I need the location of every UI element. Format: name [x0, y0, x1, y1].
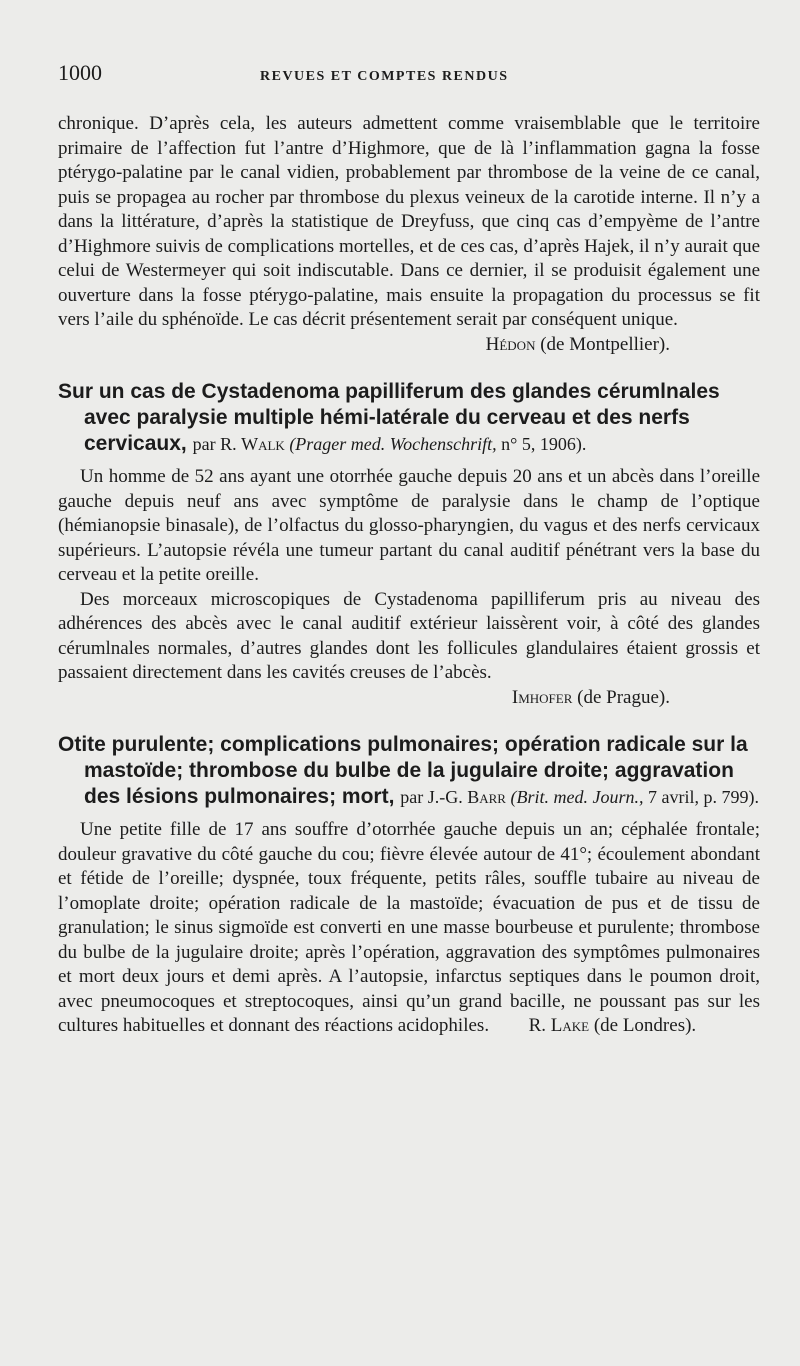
page-header: [58, 60, 760, 86]
article2-title: [58, 379, 760, 457]
article2-citation: [193, 434, 587, 454]
article3-citation: [400, 787, 759, 807]
article2-citation-prefix: par R.: [192, 434, 237, 454]
article3-citation-prefix: par J.-G.: [400, 787, 463, 807]
article2-citation-author: Walk: [241, 434, 285, 454]
article3-body-text: Une petite fille de 17 ans souffre d’otorrhée gauche depuis un an; céphalée frontale; douleur gravative du côté gauche du cou; fièvre élevée autour de 41°; écoulement abondant et fétide de l’oreille; dyspnée, toux fréquente, petits râles, souffle tubaire au niveau de l’omoplate droite; opération radicale de la mastoïde; évacuation de pus et de tissu de granulation; le sinus sigmoïde est converti en une masse bourbeuse et purulente; thrombose du bulbe de la jugulaire droite; après l’opération, aggravation des symptômes pulmonaires et mort deux jours et demi après. A l’autopsie, infarctus septiques dans le poumon droit, avec pneumocoques et streptocoques, ainsi qu’un grand bacille, ne poussant pas sur les cultures habituelles et donnant des réactions acidophiles.: [58, 819, 760, 1036]
page-number: 1000: [58, 60, 102, 85]
article2-signature-name: Imhofer: [511, 686, 573, 708]
article1-signature: [58, 333, 760, 358]
article3-citation-issue: 7 avril, p. 799).: [647, 787, 759, 807]
article2-citation-issue: n° 5, 1906).: [501, 434, 587, 454]
article1-signature-place: (de Montpellier).: [540, 333, 670, 355]
article1-body: chronique. D’après cela, les auteurs admettent comme vraisemblable que le territoire primaire de l’affection fut l’antre d’Highmore, que de là l’inflammation gagna la fosse ptérygo-palatine par le canal vidien, probablement par thrombose de la veine de ce canal, puis se propagea au rocher par thrombose du plexus veineux de la carotide interne. Il n’y a dans la littérature, d’après la statistique de Dreyfuss, que cinq cas d’empyème de l’antre d’Highmore suivis de complications mortelles, et de ces cas, d’après Hajek, il n’y aurait que celui de Westermeyer qui soit indiscutable. Dans ce dernier, il se produisit également une ouverture dans la fosse ptérygo-palatine, mais ensuite la propagation du processus se fit vers l’aile du sphénoïde. Le cas décrit présentement serait par conséquent unique.: [58, 113, 760, 330]
article2-title-text: Sur un cas de Cystadenoma papilliferum des glandes cérumlnales avec paralysie multiple hémi-latérale du cerveau et des nerfs cervicaux,: [58, 380, 720, 455]
article3-body: [58, 818, 760, 1039]
article2-citation-source: (Prager med. Wochenschrift,: [289, 434, 497, 454]
article3-citation-author: Barr: [467, 787, 506, 807]
article3-title-text: Otite purulente; complications pulmonaires; opération radicale sur la mastoïde; thrombose du bulbe de la jugulaire droite; aggravation des lésions pulmonaires; mort,: [58, 733, 748, 808]
running-head: REVUES ET COMPTES RENDUS: [260, 69, 509, 84]
article2-paragraph-2: Des morceaux microscopiques de Cystadenoma papilliferum pris au niveau des adhérences des abcès avec le canal auditif extérieur laissèrent voir, à côté des glandes cérumlnales normales, d’autres glandes dont les follicules glandulaires étaient grossis et passaient directement dans les cavités creuses de l’abcès.: [58, 588, 760, 683]
article2-signature-place: (de Prague).: [577, 686, 670, 708]
article3-signature-name: R. Lake: [528, 1015, 590, 1036]
article3-signature-place: (de Londres).: [593, 1015, 697, 1036]
article3-citation-source: (Brit. med. Journ.,: [510, 787, 644, 807]
article2-signature: [58, 686, 760, 711]
article2-paragraph-1: Un homme de 52 ans ayant une otorrhée gauche depuis 20 ans et un abcès dans l’oreille gauche depuis neuf ans avec symptôme de paralysie dans le champ de l’optique (hémianopsie binasale), de l’olfactus du glosso-pharyngien, du vagus et des nerfs cervicaux supérieurs. L’autopsie révéla une tumeur partant du canal auditif pénétrant vers la base du cerveau et la petite oreille.: [58, 466, 760, 585]
article1-signature-name: Hédon: [485, 333, 536, 355]
article3-title: [58, 732, 760, 810]
